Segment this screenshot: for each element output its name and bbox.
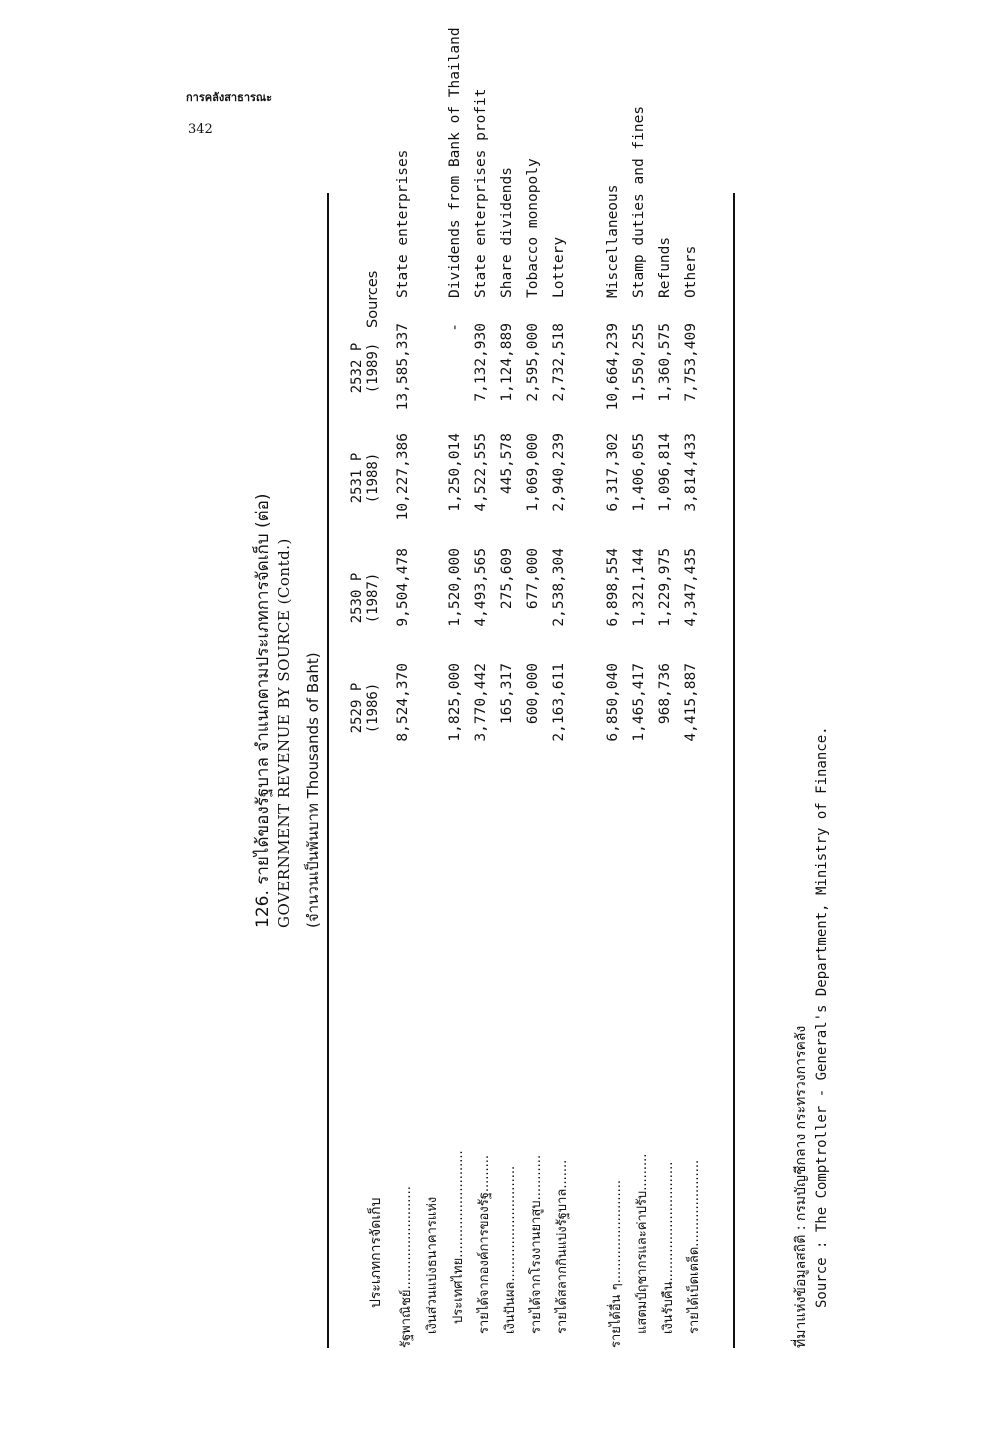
cell-1986: 8,524,370 — [395, 663, 411, 742]
cell-1986: 968,736 — [657, 663, 673, 725]
source-stamp-duties: Stamp duties and fines — [631, 105, 647, 298]
cell-1987: 1,520,000 — [447, 548, 463, 627]
cell-1989: 2,732,518 — [551, 323, 567, 402]
table-top-rule — [327, 193, 329, 1348]
column-header-thai: ประเภทการจัดเก็บ — [368, 1197, 384, 1308]
cell-1986: 165,317 — [499, 663, 515, 725]
source-state-enterprises: State enterprises — [395, 149, 411, 298]
row-label-refunds: เงินรับคืน............................. — [661, 1161, 676, 1334]
year-ce: (1989) — [365, 342, 381, 394]
source-tobacco: Tobacco monopoly — [525, 158, 541, 298]
source-share-dividends: Share dividends — [499, 167, 515, 298]
cell-1986: 1,825,000 — [447, 663, 463, 742]
row-label-share-dividends: เงินปันผล............................ — [503, 1165, 518, 1334]
source-dividends-bot: Dividends from Bank of Thailand — [447, 27, 463, 298]
cell-1989: 1,550,255 — [631, 323, 647, 402]
cell-1989: - — [447, 323, 463, 332]
rotated-table-page — [245, 27, 745, 1348]
row-label-state-enterprise-profit: รายได้จากองค์การของรัฐ......... — [477, 1154, 492, 1334]
year-be: 2529 P — [349, 682, 365, 734]
cell-1987: 4,347,435 — [683, 548, 699, 627]
source-lottery: Lottery — [551, 236, 567, 298]
year-ce: (1987) — [365, 572, 381, 624]
cell-1986: 1,465,417 — [631, 663, 647, 742]
row-label-tobacco: รายได้จากโรงงานยาสูบ........... — [529, 1154, 544, 1334]
cell-1989: 1,124,889 — [499, 323, 515, 402]
year-ce: (1986) — [365, 682, 381, 734]
cell-1988: 1,250,014 — [447, 433, 463, 512]
table-bottom-rule — [733, 193, 735, 1348]
cell-1986: 600,000 — [525, 663, 541, 725]
year-be: 2530 P — [349, 572, 365, 624]
footnote-source-thai: ที่มาแห่งข้อมูลสถิติ : กรมบัญชีกลาง กระทรวงการคลัง — [793, 1025, 809, 1348]
year-be: 2531 P — [349, 452, 365, 504]
source-refunds: Refunds — [657, 236, 673, 298]
cell-1989: 10,664,239 — [605, 323, 621, 411]
table-units: (จำนวนเป็นพันบาท Thousands of Baht) — [304, 652, 322, 928]
cell-1988: 3,814,433 — [683, 433, 699, 512]
cell-1986: 6,850,040 — [605, 663, 621, 742]
year-ce: (1988) — [365, 452, 381, 504]
year-header-1989 — [349, 318, 381, 418]
cell-1989: 7,753,409 — [683, 323, 699, 402]
cell-1987: 2,538,304 — [551, 548, 567, 627]
row-label-miscellaneous: รายได้อื่น ๆ......................... — [609, 1180, 624, 1348]
row-label-state-enterprises: รัฐพาณิชย์......................... — [399, 1186, 414, 1348]
cell-1989: 2,595,000 — [525, 323, 541, 402]
year-header-1987 — [349, 548, 381, 648]
row-label-bank-share-heading: เงินส่วนแบ่งธนาคารแห่ง — [425, 1196, 440, 1334]
row-label-bank-of-thailand: ประเทศไทย.......................... — [451, 1150, 466, 1324]
page-number: 342 — [188, 122, 213, 137]
footnote-source-english: Source : The Comptroller - General's Department, Ministry of Finance. — [814, 726, 830, 1308]
cell-1988: 2,940,239 — [551, 433, 567, 512]
row-label-others: รายได้เบ็ดเตล็ด..................... — [687, 1159, 702, 1334]
table-title-thai: 126. รายได้ของรัฐบาล จำแนกตามประเภทการจัดเก็บ (ต่อ) — [253, 493, 273, 928]
cell-1986: 4,415,887 — [683, 663, 699, 742]
source-miscellaneous: Miscellaneous — [605, 184, 621, 298]
year-header-1986 — [349, 658, 381, 758]
cell-1989: 7,132,930 — [473, 323, 489, 402]
cell-1987: 9,504,478 — [395, 548, 411, 627]
running-header: การคลังสาธารณะ — [186, 91, 273, 104]
cell-1987: 4,493,565 — [473, 548, 489, 627]
table-title-english: GOVERNMENT REVENUE BY SOURCE (Contd.) — [275, 538, 293, 928]
year-header-1988 — [349, 428, 381, 528]
cell-1988: 1,096,814 — [657, 433, 673, 512]
cell-1988: 1,069,000 — [525, 433, 541, 512]
row-label-stamp-duties: แสตมป์ฤชากรและค่าปรับ......... — [635, 1153, 650, 1334]
source-enterprise-profit: State enterprises profit — [473, 88, 489, 298]
cell-1987: 6,898,554 — [605, 548, 621, 627]
year-be: 2532 P — [349, 342, 365, 394]
row-label-lottery: รายได้สลากกินแบ่งรัฐบาล....... — [555, 1159, 570, 1334]
source-others: Others — [683, 245, 699, 298]
cell-1988: 445,578 — [499, 433, 515, 495]
cell-1988: 1,406,055 — [631, 433, 647, 512]
cell-1987: 275,609 — [499, 548, 515, 610]
cell-1989: 1,360,575 — [657, 323, 673, 402]
cell-1987: 1,321,144 — [631, 548, 647, 627]
cell-1987: 677,000 — [525, 548, 541, 610]
cell-1988: 4,522,555 — [473, 433, 489, 512]
cell-1988: 6,317,302 — [605, 433, 621, 512]
column-header-sources: Sources — [365, 270, 381, 328]
cell-1986: 2,163,611 — [551, 663, 567, 742]
rotated-footnote — [790, 648, 850, 1348]
cell-1987: 1,229,975 — [657, 548, 673, 627]
cell-1988: 10,227,386 — [395, 433, 411, 521]
cell-1986: 3,770,442 — [473, 663, 489, 742]
cell-1989: 13,585,337 — [395, 323, 411, 411]
